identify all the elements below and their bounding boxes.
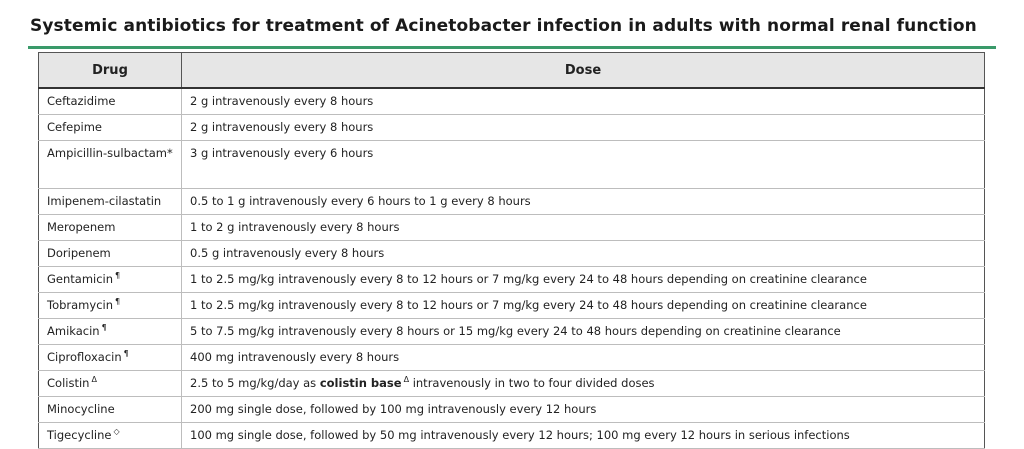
drug-name: Tigecycline [47,428,112,442]
drug-name: Minocycline [47,402,115,416]
drug-name: Colistin [47,376,90,390]
drug-cell [39,241,182,267]
dose-cell: 1 to 2 g intravenously every 8 hours [182,215,985,241]
column-header-dose: Dose [182,53,985,89]
dose-text-bold: colistin base [319,376,402,390]
page-title: Systemic antibiotics for treatment of Acinetobacter infection in adults with normal renal function [30,16,977,36]
table-row [39,215,985,241]
table-row [39,319,985,345]
dose-cell: 0.5 to 1 g intravenously every 6 hours to 1 g every 8 hours [182,189,985,215]
drug-cell [39,88,182,115]
drug-cell [39,215,182,241]
drug-cell [39,423,182,449]
dose-cell [182,371,985,397]
drug-name: Doripenem [47,246,111,260]
drug-cell [39,141,182,189]
drug-cell [39,293,182,319]
table-row [39,345,985,371]
dose-cell: 1 to 2.5 mg/kg intravenously every 8 to 12 hours or 7 mg/kg every 24 to 48 hours depending on creatinine clearance [182,267,985,293]
table-row [39,115,985,141]
table-row [39,267,985,293]
table-row [39,371,985,397]
dose-text-post: intravenously in two to four divided doses [409,376,655,390]
dose-cell: 5 to 7.5 mg/kg intravenously every 8 hours or 15 mg/kg every 24 to 48 hours depending on creatinine clearance [182,319,985,345]
drug-cell [39,345,182,371]
drug-name: Meropenem [47,220,116,234]
drug-name: Ampicillin-sulbactam* [47,146,173,160]
dose-cell: 0.5 g intravenously every 8 hours [182,241,985,267]
footnote-marker: ¶ [101,323,107,333]
drug-name: Gentamicin [47,272,114,286]
drug-cell [39,371,182,397]
drug-cell [39,397,182,423]
footnote-marker: Δ [403,375,410,385]
table-row [39,397,985,423]
table-row [39,293,985,319]
table-row [39,423,985,449]
column-header-drug: Drug [39,53,182,89]
dose-text-pre: 2.5 to 5 mg/kg/day as [190,376,320,390]
antibiotics-table [38,52,985,449]
dose-cell: 2 g intravenously every 8 hours [182,88,985,115]
table-row [39,88,985,115]
drug-cell [39,267,182,293]
table-row [39,241,985,267]
dose-cell: 2 g intravenously every 8 hours [182,115,985,141]
title-divider [28,46,996,49]
drug-name: Ceftazidime [47,94,116,108]
drug-cell [39,319,182,345]
table-header-row [39,53,985,89]
drug-name: Imipenem-cilastatin [47,194,162,208]
drug-name: Cefepime [47,120,103,134]
dose-cell: 400 mg intravenously every 8 hours [182,345,985,371]
footnote-marker: ¶ [123,349,129,359]
drug-name: Ciprofloxacin [47,350,122,364]
dose-cell: 3 g intravenously every 6 hours [182,141,985,189]
footnote-marker: ¶ [115,271,121,281]
table-row [39,189,985,215]
drug-name: Tobramycin [47,298,113,312]
footnote-marker: ¶ [115,297,121,307]
footnote-marker: Δ [91,375,97,385]
dose-cell: 1 to 2.5 mg/kg intravenously every 8 to 12 hours or 7 mg/kg every 24 to 48 hours depending on creatinine clearance [182,293,985,319]
drug-name: Amikacin [47,324,100,338]
drug-cell [39,115,182,141]
dose-cell: 200 mg single dose, followed by 100 mg intravenously every 12 hours [182,397,985,423]
table-row [39,141,985,189]
dose-cell: 100 mg single dose, followed by 50 mg intravenously every 12 hours; 100 mg every 12 hours in serious infections [182,423,985,449]
drug-cell [39,189,182,215]
footnote-marker: ◇ [113,427,120,437]
